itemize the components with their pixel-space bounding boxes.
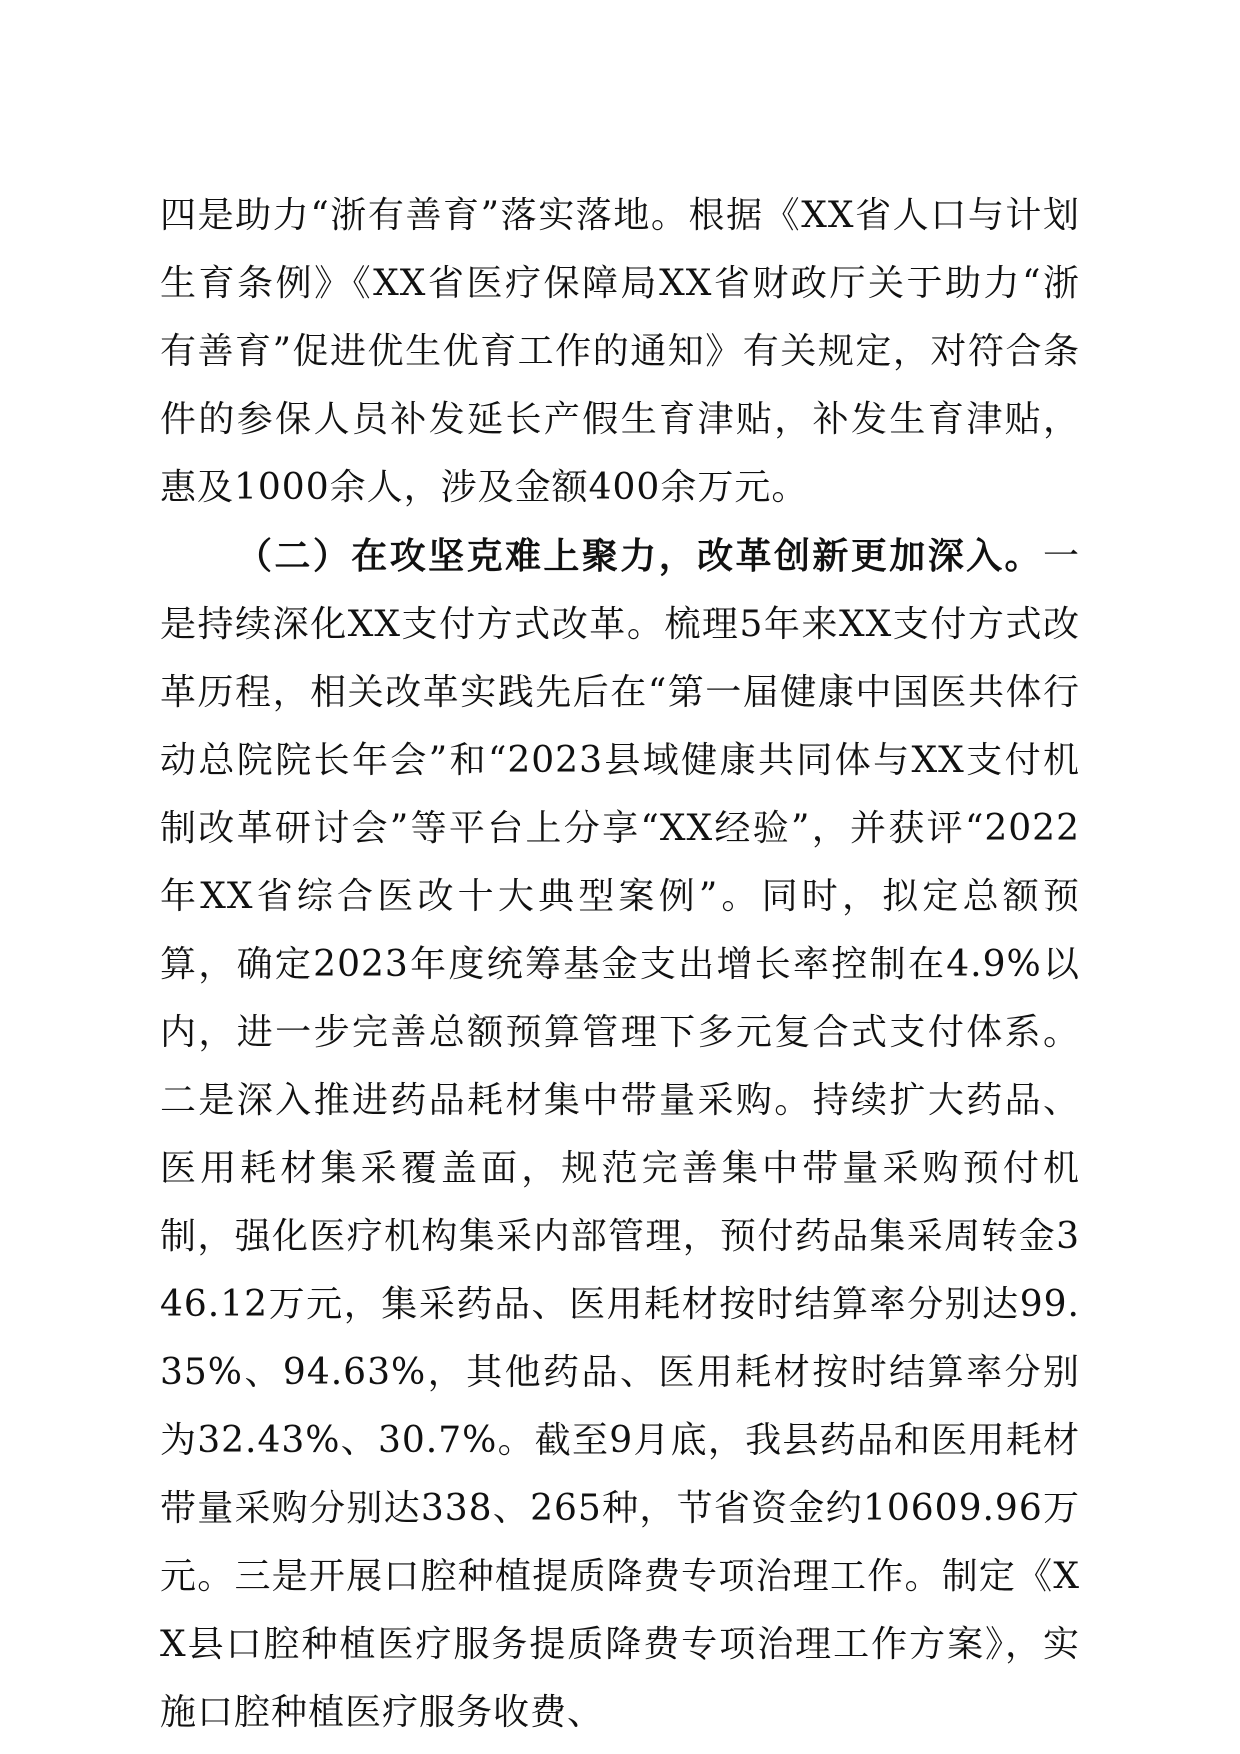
- document-body: [160, 182, 1080, 1747]
- paragraph-reform-innovation: [160, 522, 1080, 1747]
- paragraph-text: 四是助力“浙有善育”落实落地。根据《XX省人口与计划生育条例》《XX省医疗保障局XX省财政厅关于助力“浙有善育”促进优生优育工作的通知》有关规定，对符合条件的参保人员补发延长产假生育津贴，补发生育津贴，惠及1000余人，涉及金额400余万元。: [160, 195, 1080, 508]
- paragraph-text: 一是持续深化XX支付方式改革。梳理5年来XX支付方式改革历程，相关改革实践先后在“第一届健康中国医共体行动总院院长年会”和“2023县域健康共同体与XX支付机制改革研讨会”等平台上分享“XX经验”，并获评“2022年XX省综合医改十大典型案例”。同时，拟定总额预算，确定2023年度统筹基金支出增长率控制在4.9%以内，进一步完善总额预算管理下多元复合式支付体系。二是深入推进药品耗材集中带量采购。持续扩大药品、医用耗材集采覆盖面，规范完善集中带量采购预付机制，强化医疗机构集采内部管理，预付药品集采周转金346.12万元，集采药品、医用耗材按时结算率分别达99.35%、94.63%，其他药品、医用耗材按时结算率分别为32.43%、30.7%。截至9月底，我县药品和医用耗材带量采购分别达338、265种，节省资金约10609.96万元。三是开展口腔种植提质降费专项治理工作。制定《XX县口腔种植医疗服务提质降费专项治理工作方案》，实施口腔种植医疗服务收费、: [160, 536, 1080, 1733]
- section-heading: （二）在攻坚克难上聚力，改革创新更加深入。: [236, 535, 1043, 577]
- paragraph-births-subsidy: [160, 182, 1080, 522]
